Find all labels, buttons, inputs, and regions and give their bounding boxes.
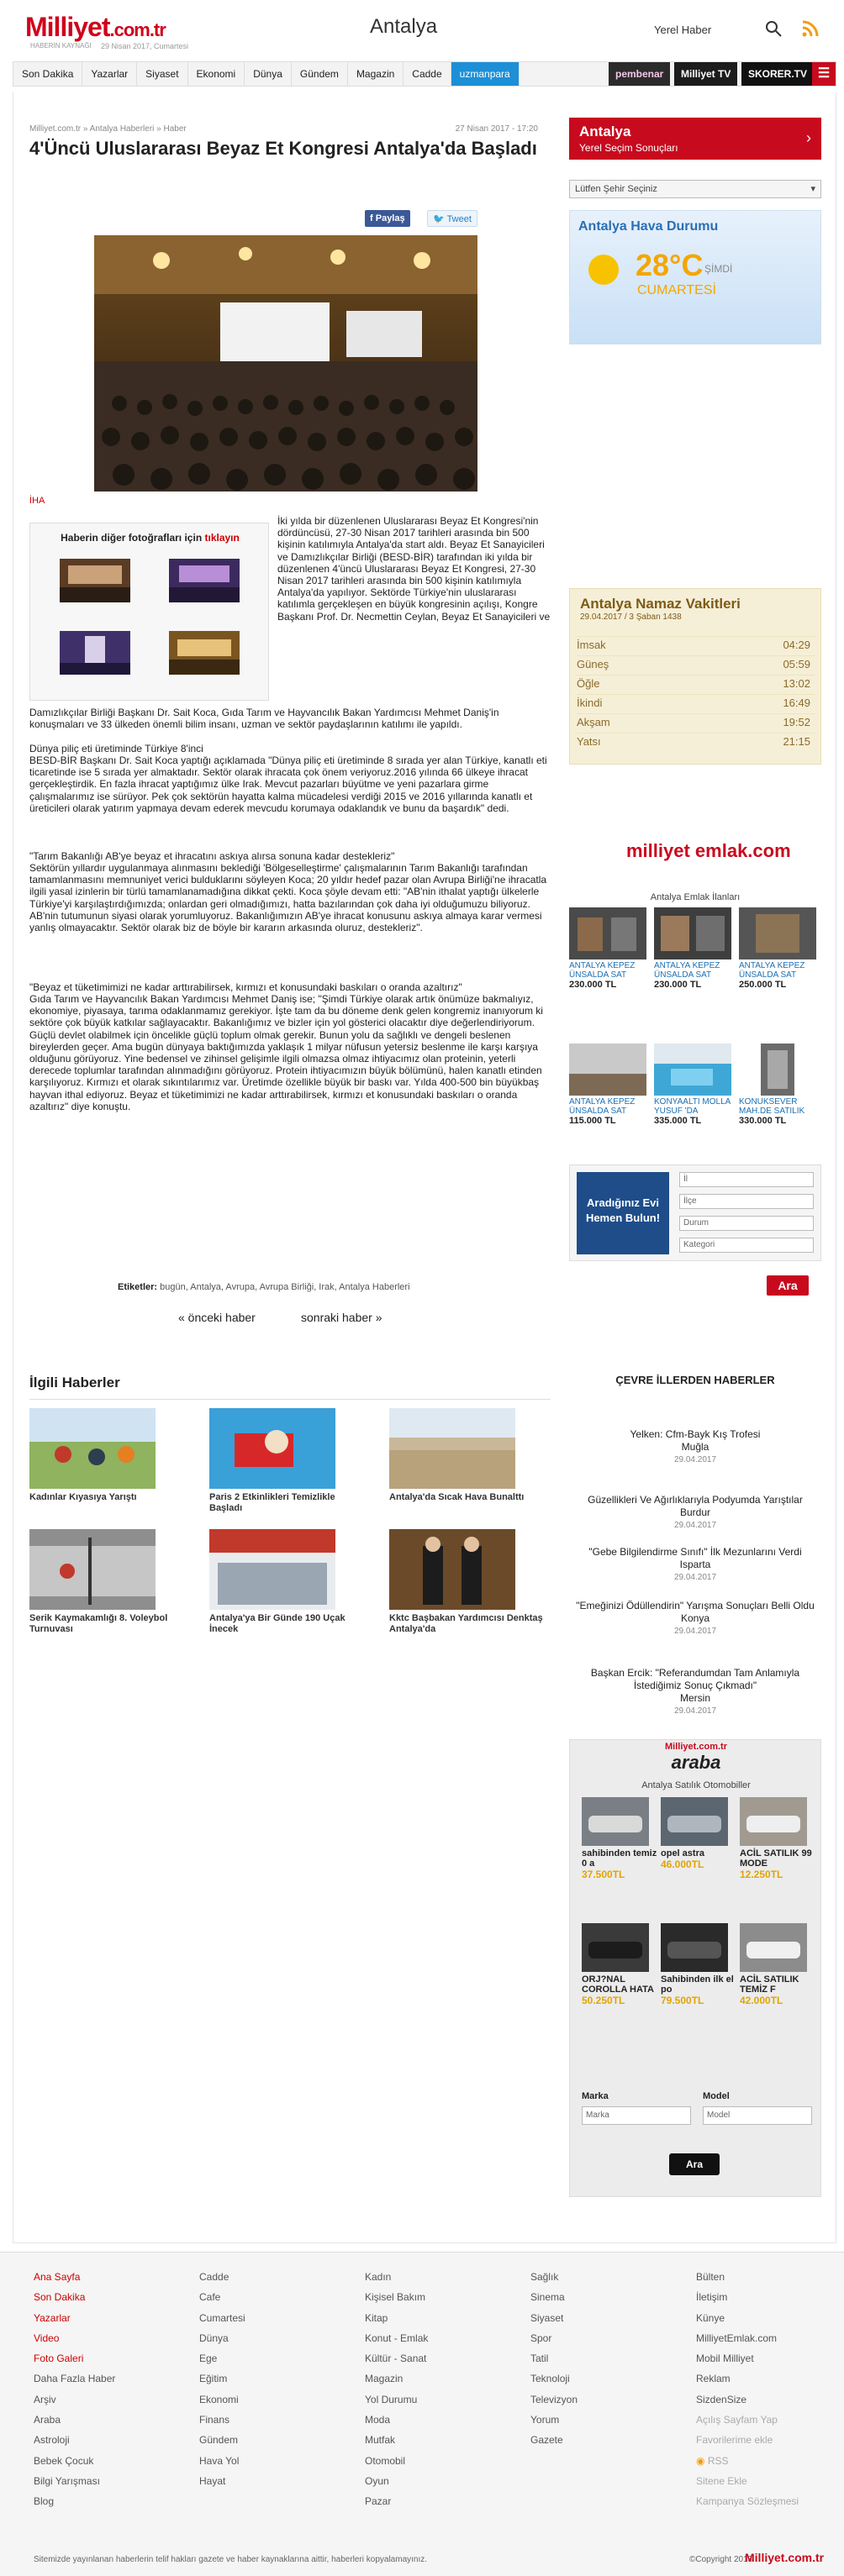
footer-link[interactable]: Sağlık xyxy=(530,2271,559,2283)
marka-label: Marka xyxy=(582,2091,609,2101)
footer-link[interactable]: Astroloji xyxy=(34,2434,70,2447)
nav-cadde[interactable]: Cadde xyxy=(404,62,451,86)
nearby-news-item[interactable]: Güzellikleri Ve Ağırlıklarıyla Podyumda Yarıştılar Burdur 29.04.2017 xyxy=(588,1494,803,1530)
rss-icon: ◉ xyxy=(696,2454,708,2467)
nearby-news-item[interactable]: "Gebe Bilgilendirme Sınıfı" İlk Mezunlarını Verdi Isparta 29.04.2017 xyxy=(588,1546,802,1582)
site-logo[interactable]: Milliyet.com.tr xyxy=(25,12,166,42)
nav-son-dakika[interactable]: Son Dakika xyxy=(13,62,82,86)
footer-link[interactable]: Eğitim xyxy=(199,2373,228,2385)
footer-link[interactable]: Hava Yol xyxy=(199,2454,240,2467)
car-listing[interactable]: ORJ?NAL COROLLA HATA 50.250TL xyxy=(582,1923,657,2006)
kategori-select[interactable]: Kategori xyxy=(679,1238,814,1253)
sun-icon xyxy=(578,244,629,295)
footer-link[interactable]: Finans xyxy=(199,2414,230,2426)
emlak-title: Antalya Emlak İlanları xyxy=(650,892,741,902)
footer-link[interactable]: Magazin xyxy=(365,2373,404,2385)
article-paragraph: BESD-BİR Başkanı Dr. Sait Koca yaptığı açıklamada "Dünya piliç eti üretiminde 8 sırada yer alan Türkiye, kanatlı eti ticaretinde ise 5 sırada yer almaktadır. Sektör olarak ihracata çok önem veriyoruz.2016 yılında 66 ülkeye ihracat gerçekleştirdik. En fazla ihracat yaptığımız ülke Irak. Mevcut pazarları büyütme ve yeni pazarlara girme çalışmalarımız ise sürüyor. Pek çok sektörün hayatta kalma mücadelesi verdiği 2015 ve 2016 yıllarında kanatlı et üreticileri olarak yatırım yapmaya devam ederek mevcudu korumaya odaklandık ve bunu da başardık" dedi. xyxy=(29,754,547,814)
prayer-row: Akşam 19:52 xyxy=(577,713,815,730)
il-select[interactable]: İl xyxy=(679,1172,814,1187)
footer-col-4 xyxy=(530,2267,578,2451)
footer-link[interactable]: Cafe xyxy=(199,2291,221,2304)
article-title: 4'Üncü Uluslararası Beyaz Et Kongresi Antalya'da Başladı xyxy=(29,138,537,159)
car-search-button[interactable]: Ara xyxy=(669,2153,720,2175)
facebook-icon: f xyxy=(370,213,376,223)
conference-hall-photo xyxy=(94,235,477,492)
logo-tagline: HABERİN KAYNAĞI xyxy=(30,42,92,50)
nav-gundem[interactable]: Gündem xyxy=(292,62,348,86)
gallery-thumb[interactable] xyxy=(60,631,130,675)
footer-link[interactable]: Ana Sayfa xyxy=(34,2271,81,2283)
car-listing[interactable]: sahibinden temiz 0 a 37.500TL xyxy=(582,1797,657,1880)
related-news-item[interactable]: Paris 2 Etkinlikleri Temizlikle Başladı xyxy=(209,1408,369,1514)
emlak-listing[interactable]: ANTALYA KEPEZ ÜNSALDA SAT 115.000 TL xyxy=(569,1044,649,1126)
nav-ekonomi[interactable]: Ekonomi xyxy=(188,62,245,86)
nearby-news-title: ÇEVRE İLLERDEN HABERLER xyxy=(615,1374,775,1386)
model-select[interactable]: Model xyxy=(703,2106,812,2125)
chevron-down-icon: ▾ xyxy=(810,184,815,194)
nav-uzmanpara[interactable]: uzmanpara xyxy=(451,62,520,86)
araba-brand: Milliyet.com.tr xyxy=(665,1742,727,1752)
next-news-link[interactable]: sonraki haber » xyxy=(301,1311,382,1324)
footer-link[interactable]: Daha Fazla Haber xyxy=(34,2373,116,2385)
related-news-image xyxy=(209,1408,335,1489)
car-listing[interactable]: opel astra 46.000TL xyxy=(661,1797,736,1870)
footer-link[interactable]: Kadın xyxy=(365,2271,392,2283)
related-news-item[interactable]: Kadınlar Kıyasıya Yarıştı xyxy=(29,1408,189,1503)
nav-dunya[interactable]: Dünya xyxy=(245,62,292,86)
footer-link[interactable]: Pazar xyxy=(365,2495,392,2508)
main-navigation xyxy=(13,61,836,87)
footer-disclaimer: Sitemizde yayınlanan haberlerin telif hakları gazete ve haber kaynaklarına aittir, haberleri kopyalamayınız. xyxy=(34,2555,428,2564)
footer-link[interactable]: Kültür - Sanat xyxy=(365,2353,427,2365)
footer-col-3 xyxy=(365,2267,428,2512)
footer-link[interactable]: Açılış Sayfam Yap xyxy=(696,2414,778,2426)
city-select[interactable]: Lütfen Şehir Seçiniz ▾ xyxy=(569,180,821,198)
footer-link[interactable]: Video xyxy=(34,2332,60,2344)
footer-link[interactable]: Otomobil xyxy=(365,2454,406,2467)
marka-select[interactable]: Marka xyxy=(582,2106,691,2125)
related-news-title: İlgili Haberler xyxy=(29,1375,551,1400)
model-label: Model xyxy=(703,2091,730,2101)
rss-icon[interactable] xyxy=(800,18,820,39)
footer-link[interactable]: Blog xyxy=(34,2495,55,2508)
gallery-thumb[interactable] xyxy=(169,559,240,602)
footer-link[interactable]: Bülten xyxy=(696,2271,725,2283)
emlak-listing[interactable]: ANTALYA KEPEZ ÜNSALDA SAT 230.000 TL xyxy=(569,907,649,990)
nearby-news-item[interactable]: "Emeğinizi Ödüllendirin" Yarışma Sonuçları Belli Oldu Konya 29.04.2017 xyxy=(576,1600,815,1636)
durum-select[interactable]: Durum xyxy=(679,1216,814,1231)
related-news-image xyxy=(389,1529,515,1610)
related-news-item[interactable]: Serik Kaymakamlığı 8. Voleybol Turnuvası xyxy=(29,1529,189,1635)
nav-pembenar[interactable]: pembenar xyxy=(609,62,670,86)
emlak-listing[interactable]: ANTALYA KEPEZ ÜNSALDA SAT 250.000 TL xyxy=(739,907,819,990)
news-source: İHA xyxy=(29,496,45,506)
article-subheading: "Beyaz et tüketimimizi ne kadar arttırabilirsek, kırmızı et konusundaki baskıları o oranda azaltırız" xyxy=(29,981,462,993)
prayer-row: Yatsı 21:15 xyxy=(577,733,815,749)
article-paragraph: Damızlıkçılar Birliği Başkanı Dr. Sait Koca, Gıda Tarım ve Hayvancılık Bakan Yardımcısı Mehmet Daniş'in konuşmaları ve 33 ülkeden önemli bilim insanı, uzman ve sektör paydaşlarının katılımı ile yapıldı. xyxy=(29,707,499,731)
article-tags: Etiketler: bugün, Antalya, Avrupa, Avrupa Birliği, Irak, Antalya Haberleri xyxy=(118,1282,410,1292)
footer-link[interactable]: Araba xyxy=(34,2414,61,2426)
footer-rss-link[interactable]: ◉ RSS xyxy=(696,2454,729,2467)
nav-skorer-tv[interactable]: SKORER.TV xyxy=(741,62,814,86)
property-search-box xyxy=(569,1164,821,1261)
prev-news-link[interactable]: « önceki haber xyxy=(178,1311,256,1324)
emlak-listing[interactable]: KONUKSEVER MAH.DE SATILIK 330.000 TL xyxy=(739,1044,819,1126)
footer-link[interactable]: Gündem xyxy=(199,2434,239,2447)
prayer-times-widget: Antalya Namaz Vakitleri 29.04.2017 / 3 Şaban 1438 İmsak 04:29 Güneş 05:59 Öğle 13:02 İkindi 16:49 Akşam 19:52 Yatsı 21:15 xyxy=(569,588,821,765)
nav-milliyet-tv[interactable]: Milliyet TV xyxy=(674,62,737,86)
araba-subtitle: Antalya Satılık Otomobiller xyxy=(641,1780,751,1790)
menu-icon[interactable]: ☰ xyxy=(812,62,836,86)
footer-link[interactable]: Televizyon xyxy=(530,2393,578,2405)
tweet-button[interactable]: 🐦 Tweet xyxy=(427,210,477,227)
footer-link[interactable]: Mutfak xyxy=(365,2434,396,2447)
footer-link[interactable]: Künye xyxy=(696,2311,725,2324)
local-news-link[interactable]: Yerel Haber xyxy=(654,24,712,36)
cars-widget xyxy=(569,1739,821,2197)
footer-link[interactable]: Son Dakika xyxy=(34,2291,86,2304)
footer-link[interactable]: Tatil xyxy=(530,2353,549,2365)
footer-logo[interactable]: Milliyet.com.tr xyxy=(745,2551,825,2564)
footer-link[interactable]: Cadde xyxy=(199,2271,229,2283)
footer-link[interactable]: İletişim xyxy=(696,2291,728,2304)
city-title: Antalya xyxy=(370,15,438,38)
footer-link[interactable]: Dünya xyxy=(199,2332,229,2344)
site-header xyxy=(0,0,844,59)
gallery-link[interactable]: tıklayın xyxy=(204,532,240,544)
footer-link[interactable]: Foto Galeri xyxy=(34,2353,84,2365)
footer-link[interactable]: Siyaset xyxy=(530,2311,564,2324)
footer-col-2 xyxy=(199,2267,245,2491)
ilce-select[interactable]: İlçe xyxy=(679,1194,814,1209)
prayer-row: Öğle 13:02 xyxy=(577,675,815,691)
footer-link[interactable]: Favorilerime ekle xyxy=(696,2434,773,2447)
footer-link[interactable]: Kitap xyxy=(365,2311,388,2324)
footer-link[interactable]: Bilgi Yarışması xyxy=(34,2474,100,2487)
footer-link[interactable]: Sinema xyxy=(530,2291,565,2304)
gallery-thumb[interactable] xyxy=(169,631,240,675)
footer-link[interactable]: Cumartesi xyxy=(199,2311,245,2324)
tag-links[interactable]: bugün, Antalya, Avrupa, Avrupa Birliği, Irak, Antalya Haberleri xyxy=(160,1282,410,1292)
chevron-right-icon: › xyxy=(806,129,811,146)
article-paragraph: Sektörün yıllardır uygulanmaya alınmasını beklediği 'Bölgeselleştirme' çalışmalarının Tarım Bakanlığı tarafından tamamlanmasını memnuniyet verici bulduklarını söyleyen Koca; 20 yıldır hedef pazar olan Avrupa Birliği'ne ihracatla ilgili yasal izinlerin bir türlü tamamlanamadığına dikkat çekti. Koca şöyle devam etti: "AB'nin ithalat yaptığı ülkelerle Türkiye'yi karşılaştırdığımızda; onlardan geri olmadığımızı, hatta bazılarından çok daha iyi olduğumuzu biliyoruz. AB'nin tutumunun siyasi olarak yorumluyoruz. Bakanlığımızın AB'ye ihracat konusunu askıya almaya karar vermesi yanlış olmayacaktır. Sektör olarak biz de böyle bir kararın arkasında oluruz, destekleriz". xyxy=(29,862,547,934)
footer-link[interactable]: MilliyetEmlak.com xyxy=(696,2332,778,2344)
article-date: 27 Nisan 2017 - 17:20 xyxy=(455,124,538,134)
prayer-row: İkindi 16:49 xyxy=(577,694,815,711)
article-paragraph: Gıda Tarım ve Hayvancılık Bakan Yardımcısı Mehmet Daniş ise; "Şimdi Türkiye olarak artık önümüze bakmalıyız, ekonomiye, piyasaya, tarıma odaklanmamız gerekiyor. İşte tam da bu döneme denk gelen kongremiz inanıyorum ki sektöre çok büyük katkılar sağlayacaktır. Bakanlığımız ve bizler için yol gösterici olacaktır diye değerlendiriyorum. Güçlü devlet olabilmek için öncelikle güçlü toplum olmak gerekir. Bunun yolu da sağlıklı ve dengeli beslenen bireylerden geçer. Ama bugün dünyaya baktığımızda yaklaşık 1 milyar nüfusun yetersiz beslenme ile karşı karşıya olduğunu görüyoruz. Yine bedensel ve zihinsel gelişimle ilgili olmazsa olmaz ihtiyacımız olan proteinin, yeterli derecede toplumlar tarafından alınmadığını görüyoruz. Protein ihtiyacımızın büyük bölümünü, halen kanatlı etinden karşılıyoruz. Kırmızı et olarak sıkıntılarımız var. Üretimde özellikle büyük bir baskı var. Yılda 400-500 bin büyükbaş hayvan ithal ediyoruz. Beyaz et tüketimimizi ne kadar arttırabilirsek, kırmızı et konusundaki baskıları o oranda azaltırız" diye konuştu. xyxy=(29,993,543,1112)
footer-link[interactable]: Ege xyxy=(199,2353,218,2365)
emlak-listing[interactable]: ANTALYA KEPEZ ÜNSALDA SAT 230.000 TL xyxy=(654,907,734,990)
car-listing[interactable]: ACİL SATILIK 99 MODE 12.250TL xyxy=(740,1797,815,1880)
nearby-news-item[interactable]: Yelken: Cfm-Bayk Kış Trofesi Muğla 29.04.2017 xyxy=(630,1428,761,1464)
article-hero-image[interactable] xyxy=(94,235,477,492)
footer-link[interactable]: Ekonomi xyxy=(199,2393,239,2405)
related-news-image xyxy=(209,1529,335,1610)
footer-link[interactable]: Mobil Milliyet xyxy=(696,2353,754,2365)
footer-link[interactable]: Teknoloji xyxy=(530,2373,570,2385)
footer-link[interactable]: Yazarlar xyxy=(34,2311,71,2324)
emlak-listing[interactable]: KONYAALTI MOLLA YUSUF 'DA 335.000 TL xyxy=(654,1044,734,1126)
footer-link[interactable]: SizdenSize xyxy=(696,2393,747,2405)
related-news-item[interactable]: Antalya'ya Bir Günde 190 Uçak İnecek xyxy=(209,1529,369,1635)
footer-link[interactable]: Yorum xyxy=(530,2414,560,2426)
article-subheading: Dünya piliç eti üretiminde Türkiye 8'inci xyxy=(29,743,203,754)
footer-link[interactable]: Moda xyxy=(365,2414,391,2426)
araba-logo[interactable]: araba xyxy=(671,1752,721,1773)
property-search-promo: Aradığınız Evi Hemen Bulun! xyxy=(577,1172,669,1254)
prayer-row: İmsak 04:29 xyxy=(577,636,815,653)
footer-link[interactable]: Oyun xyxy=(365,2474,389,2487)
footer-link[interactable]: Sitene Ekle xyxy=(696,2474,747,2487)
gallery-thumb[interactable] xyxy=(60,559,130,602)
footer-copyright: ©Copyright 2013 xyxy=(689,2555,753,2564)
header-date: 29 Nisan 2017, Cumartesi xyxy=(101,42,189,50)
car-listing[interactable]: Sahibinden ilk el po 79.500TL xyxy=(661,1923,736,2006)
footer-link[interactable]: Hayat xyxy=(199,2474,226,2487)
footer-col-1 xyxy=(34,2267,115,2512)
footer-link[interactable]: Kişisel Bakım xyxy=(365,2291,426,2304)
emlak-logo[interactable]: milliyet emlak.com xyxy=(626,840,791,861)
search-icon[interactable] xyxy=(763,18,783,39)
gallery-title: Haberin diğer fotoğrafları için tıklayın xyxy=(61,532,240,544)
weather-widget[interactable]: Antalya Hava Durumu 28°C ŞİMDİ CUMARTESİ xyxy=(569,210,821,344)
related-news-image xyxy=(29,1408,156,1489)
related-news-item[interactable]: Antalya'da Sıcak Hava Bunalttı xyxy=(389,1408,549,1503)
footer-col-5 xyxy=(696,2267,799,2512)
election-results-banner[interactable]: Antalya Yerel Seçim Sonuçları › xyxy=(569,118,821,160)
footer-link[interactable]: Reklam xyxy=(696,2373,731,2385)
related-news-image xyxy=(389,1408,515,1489)
nav-yazarlar[interactable]: Yazarlar xyxy=(82,62,137,86)
article-intro-text: İki yılda bir düzenlenen Uluslararası Beyaz Et Kongresi'nin dördüncüsü, 27-30 Nisan 2017 tarihleri arasında bin 500 kişinin katılımıyla Antalya'da start aldı. Beyaz Et Sanayicileri ve Damızlıkçılar Birliği (BESD-BİR) tarafından iki yılda bir düzenlenen 4'üncü Uluslararası Beyaz Et Kongresi, 27-30 Nisan 2017 tarihleri arasında bin 500 kişinin katılımıyla Antalya'da yapılıyor. Sektörde Türkiye'nin uluslararası katılımla gerçekleşen en büyük kongresinin açılışı, Kongre Başkanı Prof. Dr. Necmettin Ceylan, Beyaz Et Sanayicileri ve xyxy=(277,515,551,623)
facebook-share-button[interactable]: f Paylaş xyxy=(365,210,410,227)
footer-link[interactable]: Spor xyxy=(530,2332,552,2344)
nearby-news-item[interactable]: Başkan Ercik: "Referandumdan Tam Anlamıyla İstediğimiz Sonuç Çıkmadı" Mersin 29.04.2017 xyxy=(590,1667,800,1716)
footer-link[interactable]: Yol Durumu xyxy=(365,2393,418,2405)
photo-gallery-box xyxy=(29,523,269,701)
twitter-icon: 🐦 xyxy=(433,214,447,224)
car-listing[interactable]: ACİL SATILIK TEMİZ F 42.000TL xyxy=(740,1923,815,2006)
article-subheading: "Tarım Bakanlığı AB'ye beyaz et ihracatını askıya alırsa sonuna kadar destekleriz" xyxy=(29,850,395,862)
prayer-row: Güneş 05:59 xyxy=(577,655,815,672)
property-search-button[interactable]: Ara xyxy=(767,1275,809,1296)
footer-link[interactable]: Kampanya Sözleşmesi xyxy=(696,2495,799,2508)
footer-link[interactable]: Konut - Emlak xyxy=(365,2332,429,2344)
footer-link[interactable]: Arşiv xyxy=(34,2393,56,2405)
related-news-image xyxy=(29,1529,156,1610)
footer-link[interactable]: Bebek Çocuk xyxy=(34,2454,94,2467)
related-news-item[interactable]: Kktc Başbakan Yardımcısı Denktaş Antalya'da xyxy=(389,1529,549,1635)
nav-magazin[interactable]: Magazin xyxy=(348,62,404,86)
breadcrumb[interactable]: Milliyet.com.tr » Antalya Haberleri » Haber xyxy=(29,124,187,134)
footer-link[interactable]: Gazete xyxy=(530,2434,563,2447)
nav-siyaset[interactable]: Siyaset xyxy=(137,62,187,86)
